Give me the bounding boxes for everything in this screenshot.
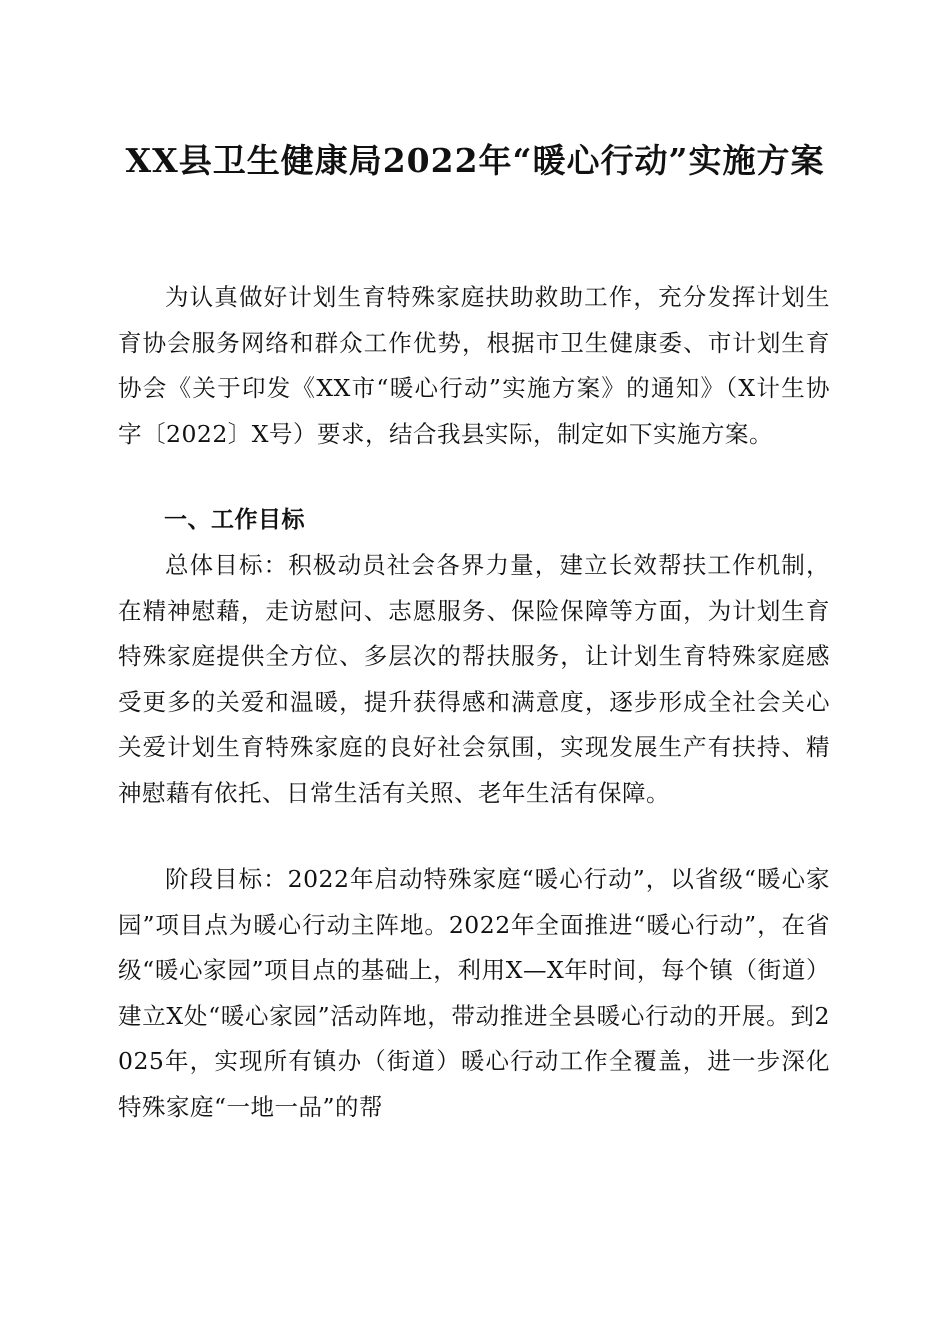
section-heading-work-goals: 一、工作目标: [164, 507, 305, 533]
overall-goal-paragraph: 总体目标：积极动员社会各界力量，建立长效帮扶工作机制，在精神慰藉，走访慰问、志愿服务、保险保障等方面，为计划生育特殊家庭提供全方位、多层次的帮扶服务，让计划生育特殊家庭感受更多的关爱和温暖，提升获得感和满意度，逐步形成全社会关心关爱计划生育特殊家庭的良好社会氛围，实现发展生产有扶持、精神慰藉有依托、日常生活有关照、老年生活有保障。: [118, 551, 830, 807]
intro-paragraph: 为认真做好计划生育特殊家庭扶助救助工作，充分发挥计划生育协会服务网络和群众工作优势，根据市卫生健康委、市计划生育协会《关于印发《XX市“暖心行动”实施方案》的通知》（X计生协字〔2022〕X号）要求，结合我县实际，制定如下实施方案。: [118, 283, 830, 448]
stage-goal-paragraph: 阶段目标：2022年启动特殊家庭“暖心行动”，以省级“暖心家园”项目点为暖心行动主阵地。2022年全面推进“暖心行动”，在省级“暖心家园”项目点的基础上，利用X—X年时间，每个镇（街道）建立X处“暖心家园”活动阵地，带动推进全县暖心行动的开展。到2025年，实现所有镇办（街道）暖心行动工作全覆盖，进一步深化特殊家庭“一地一品”的帮: [118, 865, 830, 1121]
document-title: XX县卫生健康局2022年“暖心行动”实施方案: [125, 141, 825, 180]
